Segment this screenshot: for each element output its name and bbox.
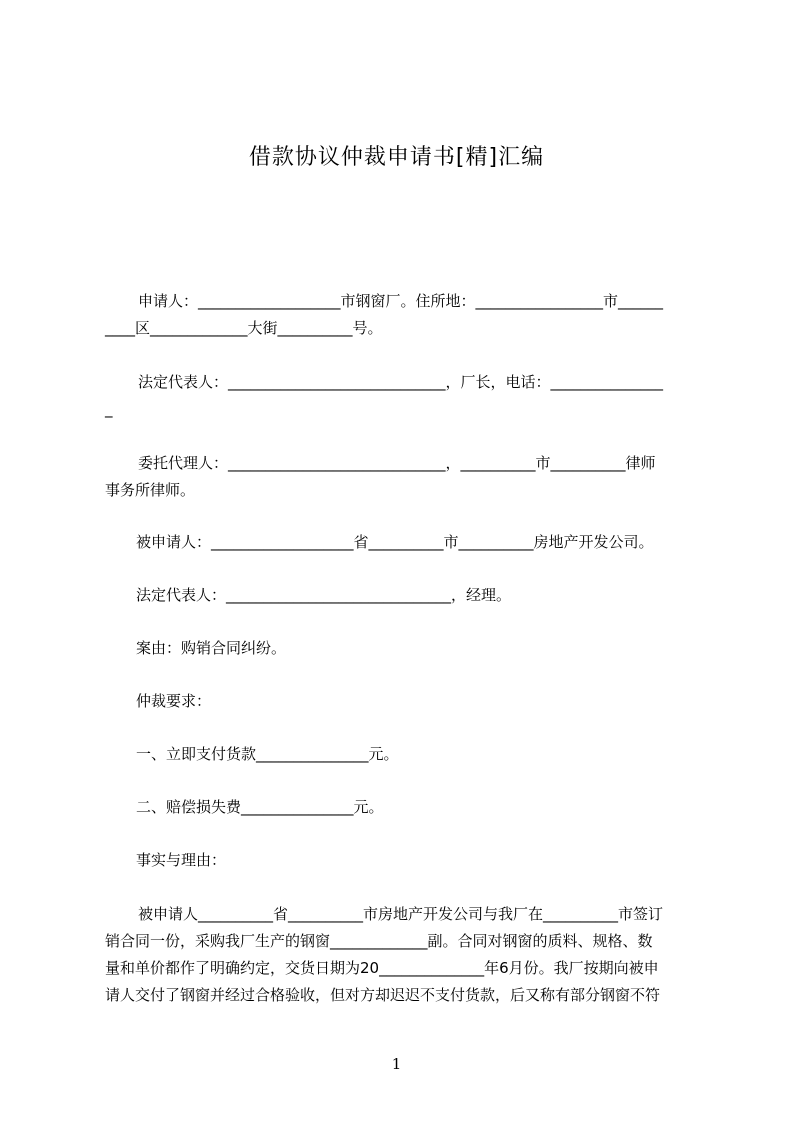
paragraph-line: 销合同一份，采购我厂生产的钢窗_____________副。合同对钢窗的质料、规格、数 bbox=[105, 932, 653, 950]
paragraph-line: 被申请人__________省__________市房地产开发公司与我厂在__________市签订 bbox=[138, 905, 664, 923]
paragraph-line: 量和单价都作了明确约定，交货日期为20______________年6月份。我厂按期向被申 bbox=[105, 959, 659, 977]
paragraph-line: 被申请人：___________________省__________市__________房地产开发公司。 bbox=[136, 533, 654, 551]
paragraph-line: 二、赔偿损失费_______________元。 bbox=[136, 798, 384, 816]
paragraph-line: 法定代表人：______________________________，经理。 bbox=[136, 586, 512, 604]
paragraph-line: _ bbox=[105, 400, 113, 418]
paragraph-line: ____区_____________大街__________号。 bbox=[105, 319, 383, 337]
paragraph-line: 请人交付了钢窗并经过合格验收，但对方却迟迟不支付货款，后又称有部分钢窗不符 bbox=[105, 986, 661, 1004]
paragraph-line: 案由：购销合同纠纷。 bbox=[136, 639, 287, 657]
paragraph-line: 法定代表人：_____________________________，厂长，电话：_______________ bbox=[138, 373, 664, 391]
paragraph-line: 事务所律师。 bbox=[105, 481, 196, 499]
paragraph-line: 申请人：___________________市钢窗厂。住所地：_________________市______ bbox=[138, 292, 664, 310]
paragraph-line: 委托代理人：_____________________________，__________市__________律师 bbox=[138, 454, 656, 472]
paragraph-line: 事实与理由： bbox=[136, 851, 227, 869]
paragraph-line: 一、立即支付货款_______________元。 bbox=[136, 745, 399, 763]
document-title: 借款协议仲裁申请书[精]汇编 bbox=[248, 145, 545, 170]
paragraph-line: 仲裁要求： bbox=[136, 692, 212, 710]
page-number: 1 bbox=[391, 1055, 402, 1073]
